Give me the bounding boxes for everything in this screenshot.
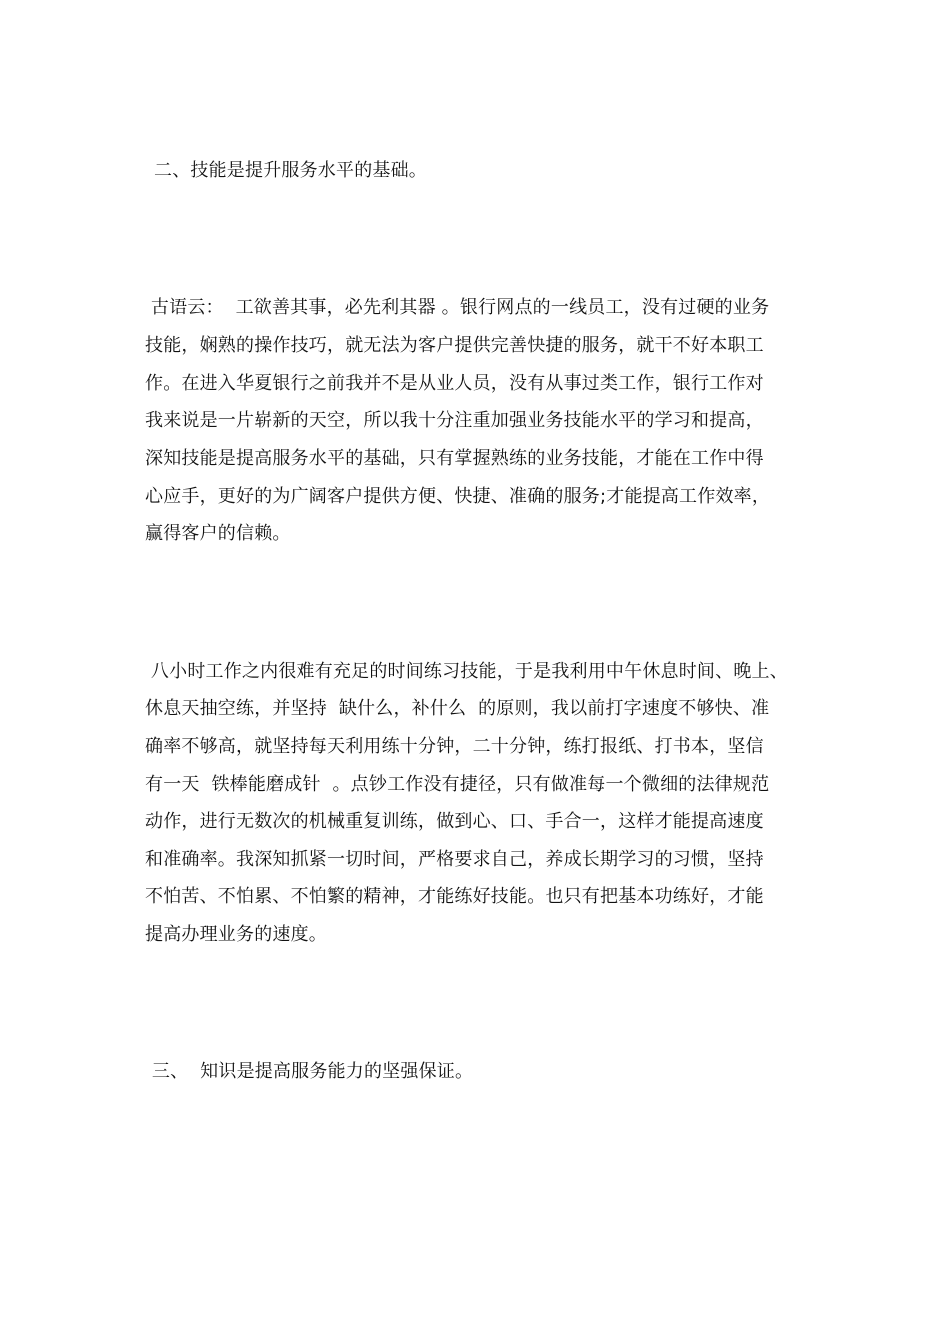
paragraph-line: 和准确率。我深知抓紧一切时间，严格要求自己，养成长期学习的习惯，坚持 (145, 849, 764, 870)
paragraph-line: 我来说是一片崭新的天空，所以我十分注重加强业务技能水平的学习和提高， (145, 410, 764, 431)
section-heading-3: 三、 知识是提高服务能力的坚强保证。 (146, 1061, 474, 1082)
paragraph-line: 八小时工作之内很难有充足的时间练习技能，于是我利用中午休息时间、晚上、 (145, 661, 788, 682)
paragraph-line: 提高办理业务的速度。 (145, 924, 327, 945)
paragraph-line: 心应手，更好的为广阔客户提供方便、快捷、准确的服务;才能提高工作效率， (145, 486, 771, 507)
paragraph-line: 休息天抽空练，并坚持 缺什么，补什么 的原则，我以前打字速度不够快、准 (145, 698, 770, 719)
paragraph-line: 确率不够高，就坚持每天利用练十分钟，二十分钟，练打报纸、打书本，坚信 (145, 736, 764, 757)
paragraph-line: 作。在进入华夏银行之前我并不是从业人员，没有从事过类工作，银行工作对 (145, 373, 764, 394)
paragraph-line: 技能，娴熟的操作技巧，就无法为客户提供完善快捷的服务，就干不好本职工 (145, 335, 764, 356)
paragraph-line: 动作，进行无数次的机械重复训练，做到心、口、手合一，这样才能提高速度 (145, 811, 764, 832)
section-heading-2: 二、技能是提升服务水平的基础。 (154, 160, 427, 181)
paragraph-line: 古语云： 工欲善其事，必先利其器 。银行网点的一线员工，没有过硬的业务 (145, 297, 770, 318)
paragraph-line: 有一天 铁棒能磨成针 。点钞工作没有捷径，只有做准每一个微细的法律规范 (145, 774, 770, 795)
paragraph-line: 不怕苦、不怕累、不怕繁的精神，才能练好技能。也只有把基本功练好，才能 (145, 886, 764, 907)
paragraph-line: 赢得客户的信赖。 (145, 523, 291, 544)
paragraph-line: 深知技能是提高服务水平的基础，只有掌握熟练的业务技能，才能在工作中得 (145, 448, 764, 469)
